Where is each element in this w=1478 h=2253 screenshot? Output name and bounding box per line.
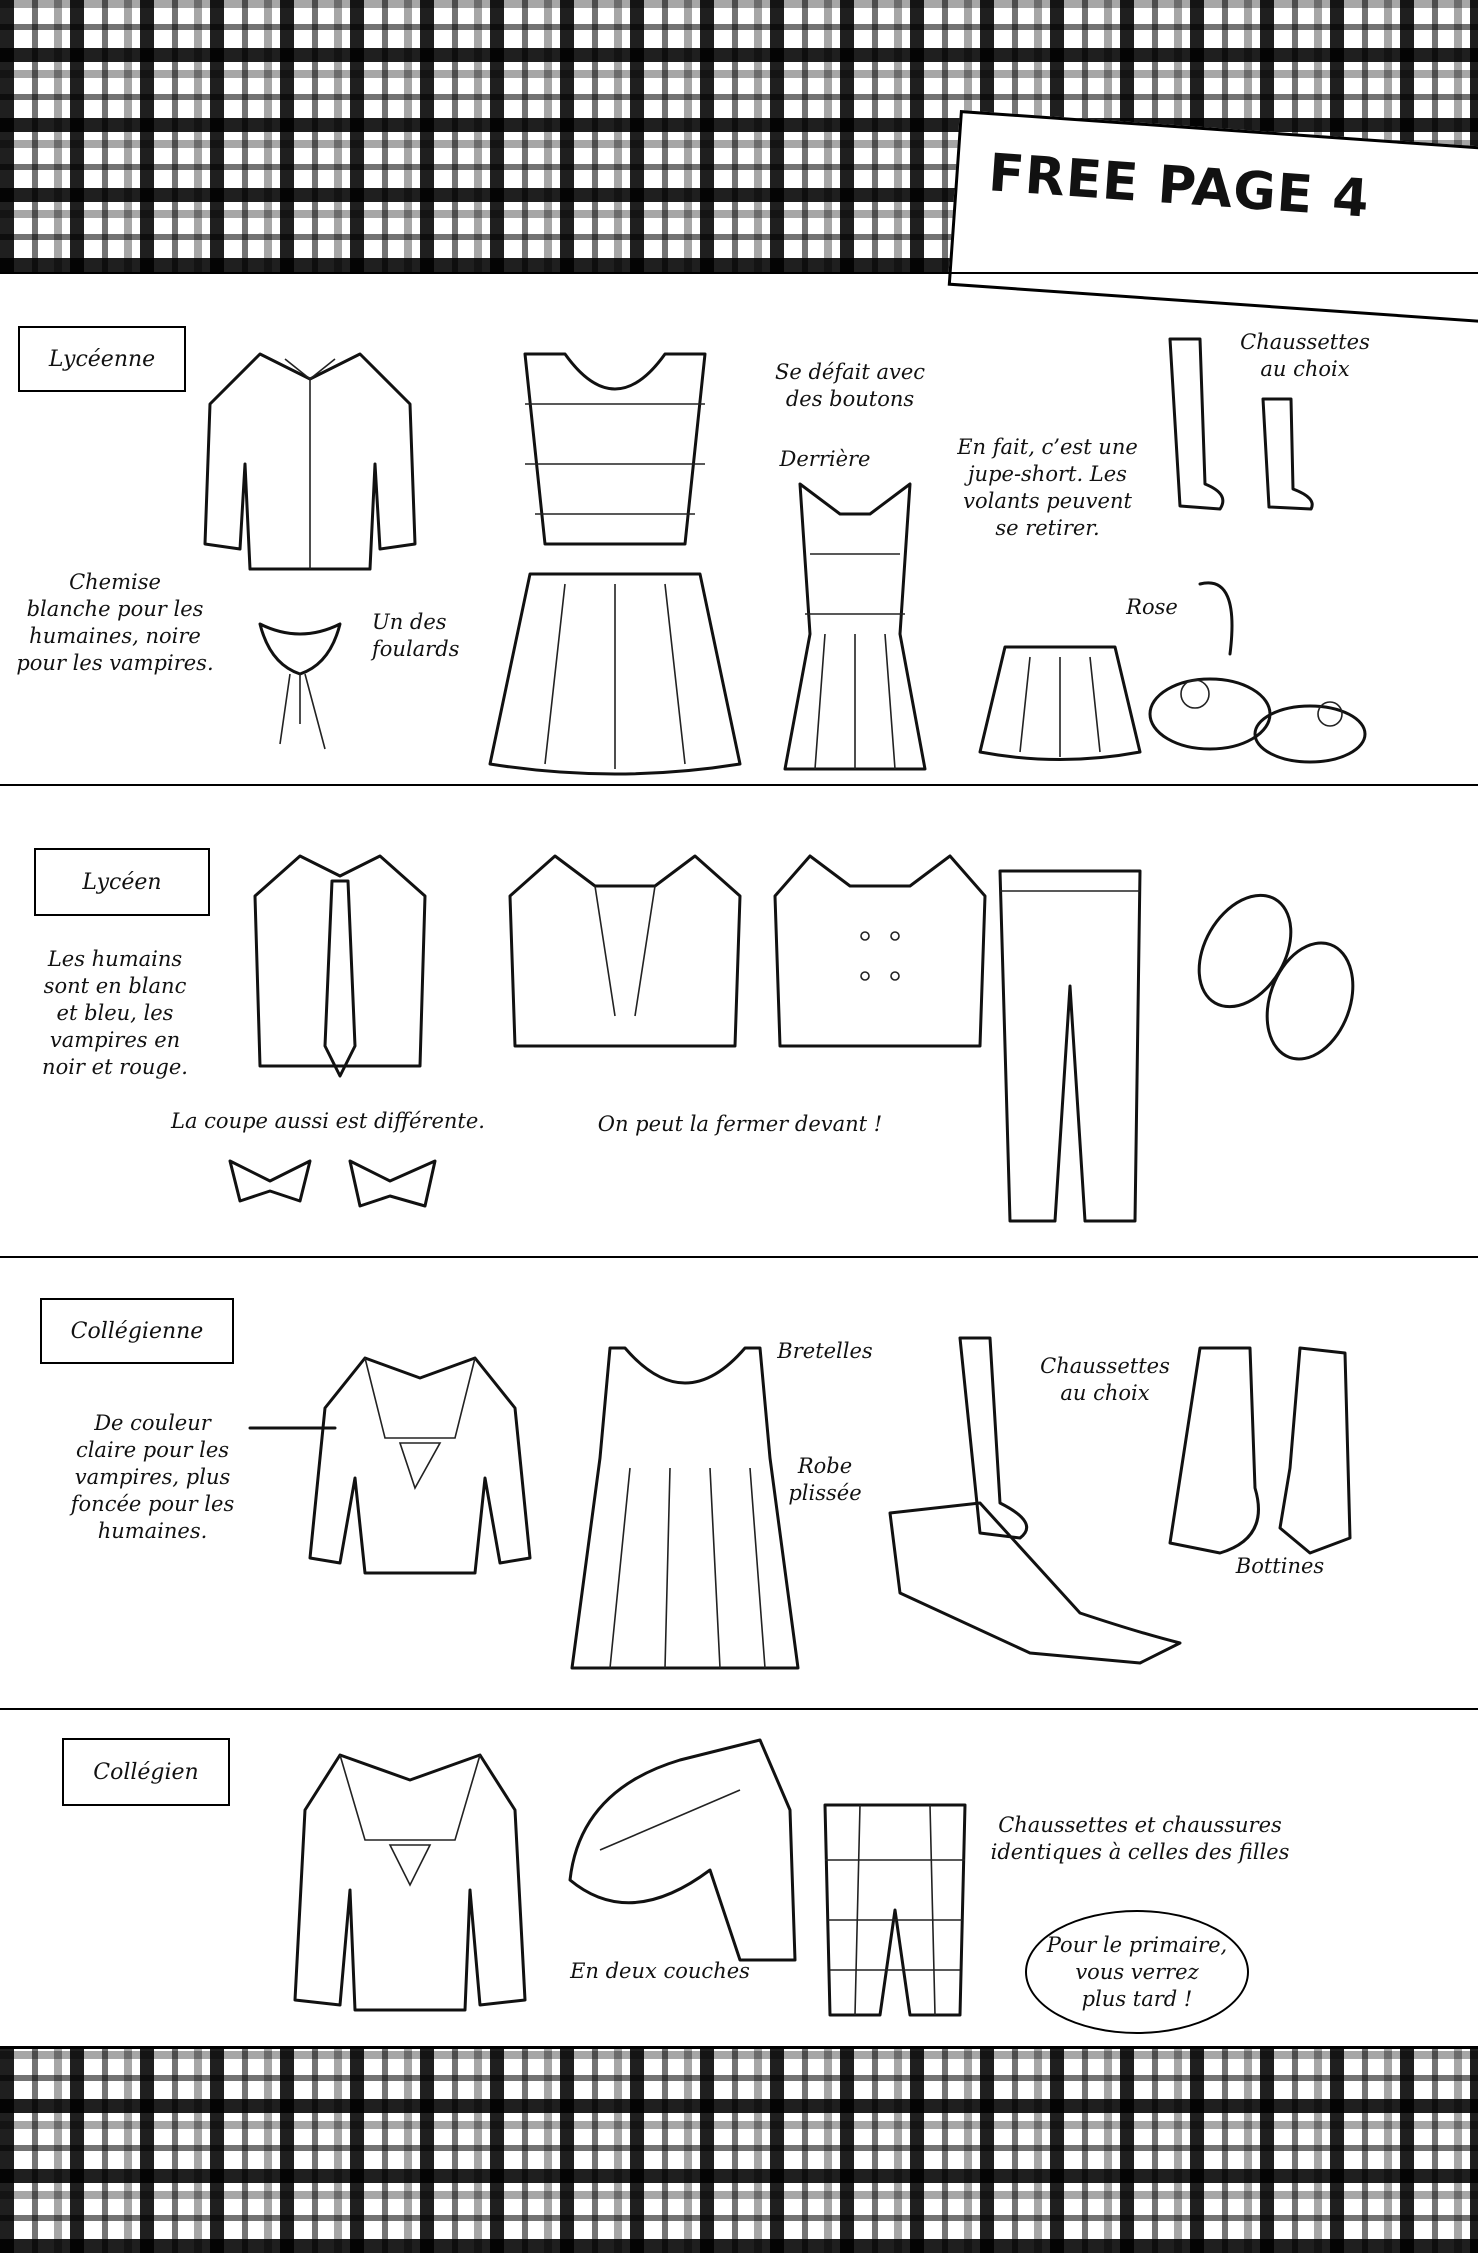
boy-sailor-top-drawing [290, 1750, 530, 2020]
girl-socks-note: Chaussettes au choix [1040, 1354, 1170, 1405]
colors-note: Les humains sont en blanc et bleu, les vampires en noir et rouge. [42, 947, 188, 1079]
dress-note: Robe plissée [788, 1454, 862, 1505]
layers-note: En deux couches [570, 1959, 750, 1983]
vest-skirt-drawing [485, 344, 745, 774]
page-title: FREE PAGE 4 [986, 143, 1372, 230]
boy-shirt-tie-drawing [250, 846, 430, 1086]
rose-shoes-drawing [1140, 564, 1380, 764]
color-note: De couleur claire pour les vampires, plus foncée pour les humaines. [70, 1411, 235, 1543]
section-lyceen [0, 784, 1478, 1258]
section-collegien [0, 1708, 1478, 2048]
jacket-open-drawing [505, 846, 745, 1066]
section-lyceenne [0, 272, 1478, 786]
plaid-shorts-drawing [820, 1800, 970, 2020]
primary-note: Pour le primaire, vous verrez plus tard ! [1046, 1932, 1228, 2011]
boots-note: Bottines [1235, 1554, 1325, 1578]
plaid-footer-band [0, 2046, 1478, 2253]
back-note: Derrière [779, 447, 871, 471]
pleated-dress-drawing [570, 1338, 800, 1678]
shoes-note: Chaussettes et chaussures identiques à celles des filles [990, 1813, 1290, 1864]
trousers-drawing [995, 866, 1145, 1226]
socks-note: Chaussettes au choix [1240, 330, 1370, 381]
cut-note: La coupe aussi est différente. [171, 1109, 485, 1133]
shirt-note: Chemise blanche pour les humaines, noire pour les vampires. [16, 570, 214, 675]
sailor-top-drawing [305, 1348, 535, 1588]
collar-variants-drawing [220, 1141, 450, 1221]
jacket-closed-drawing [770, 846, 990, 1066]
skirt-note: En fait, c’est une jupe-short. Les volants peuvent se retirer. [957, 435, 1138, 540]
skirt-short-drawing [975, 642, 1145, 762]
scarf-drawing [250, 604, 350, 754]
buttons-note: Se défait avec des boutons [774, 360, 926, 411]
shirt-drawing [200, 344, 420, 574]
back-view-drawing [780, 474, 930, 774]
section-label: Collégien [62, 1738, 230, 1806]
primary-speech-cloud [1025, 1910, 1249, 2034]
short-sock-drawing [1255, 394, 1325, 514]
section-collegienne [0, 1256, 1478, 1710]
scarf-note: Un des foulards [372, 610, 460, 661]
section-label: Collégienne [40, 1298, 234, 1364]
straps-note: Bretelles [777, 1339, 873, 1363]
close-note: On peut la fermer devant ! [597, 1112, 883, 1136]
rose-note: Rose [1126, 595, 1178, 619]
section-label: Lycéen [34, 848, 210, 916]
boots-drawing [1160, 1338, 1360, 1568]
layered-top-drawing [560, 1730, 800, 1970]
boy-shoes-drawing [1190, 881, 1360, 1081]
section-label: Lycéenne [18, 326, 186, 392]
